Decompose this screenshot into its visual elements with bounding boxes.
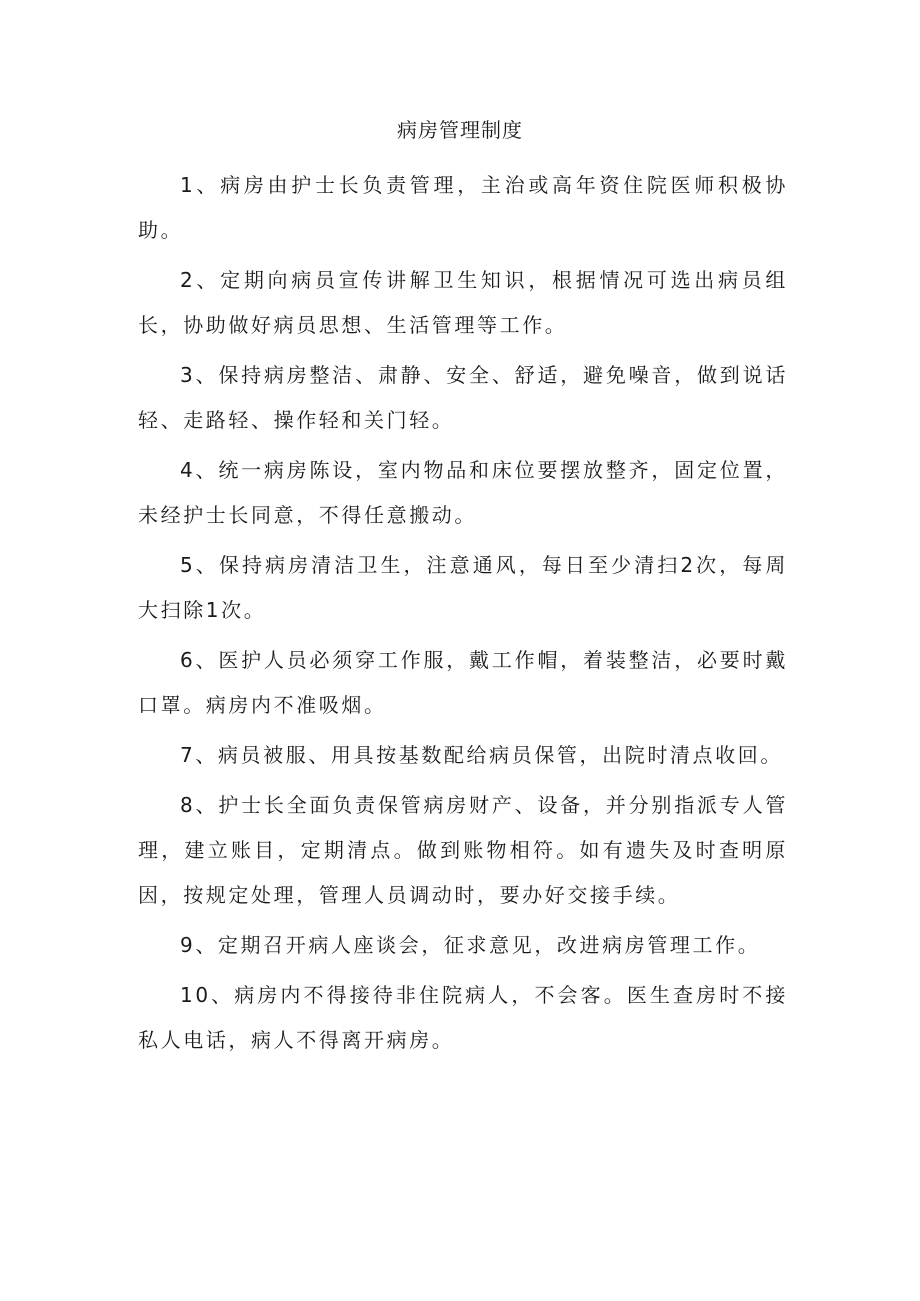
rule-paragraph-5: 5、保持病房清洁卫生，注意通风，每日至少清扫2次，每周大扫除1次。 — [138, 553, 788, 622]
document-title: 病房管理制度 — [397, 118, 523, 142]
rule-paragraph-4: 4、统一病房陈设，室内物品和床位要摆放整齐，固定位置，未经护士长同意，不得任意搬动。 — [138, 458, 788, 527]
rule-paragraph-3: 3、保持病房整洁、肃静、安全、舒适，避免噪音，做到说话轻、走路轻、操作轻和关门轻。 — [138, 363, 788, 432]
rule-paragraph-9: 9、定期召开病人座谈会，征求意见，改进病房管理工作。 — [180, 933, 761, 957]
rule-paragraph-10: 10、病房内不得接待非住院病人，不会客。医生查房时不接私人电话，病人不得离开病房。 — [138, 983, 788, 1052]
rule-paragraph-2: 2、定期向病员宣传讲解卫生知识，根据情况可选出病员组长，协助做好病员思想、生活管理等工作。 — [138, 268, 788, 337]
rule-paragraph-8: 8、护士长全面负责保管病房财产、设备，并分别指派专人管理，建立账目，定期清点。做到账物相符。如有遗失及时查明原因，按规定处理，管理人员调动时，要办好交接手续。 — [138, 793, 788, 907]
rule-paragraph-1: 1、病房由护士长负责管理，主治或高年资住院医师积极协助。 — [138, 173, 788, 242]
rule-paragraph-7: 7、病员被服、用具按基数配给病员保管，出院时清点收回。 — [180, 743, 783, 767]
rule-paragraph-6: 6、医护人员必须穿工作服，戴工作帽，着装整洁，必要时戴口罩。病房内不准吸烟。 — [138, 648, 788, 717]
document-body — [138, 163, 788, 1068]
